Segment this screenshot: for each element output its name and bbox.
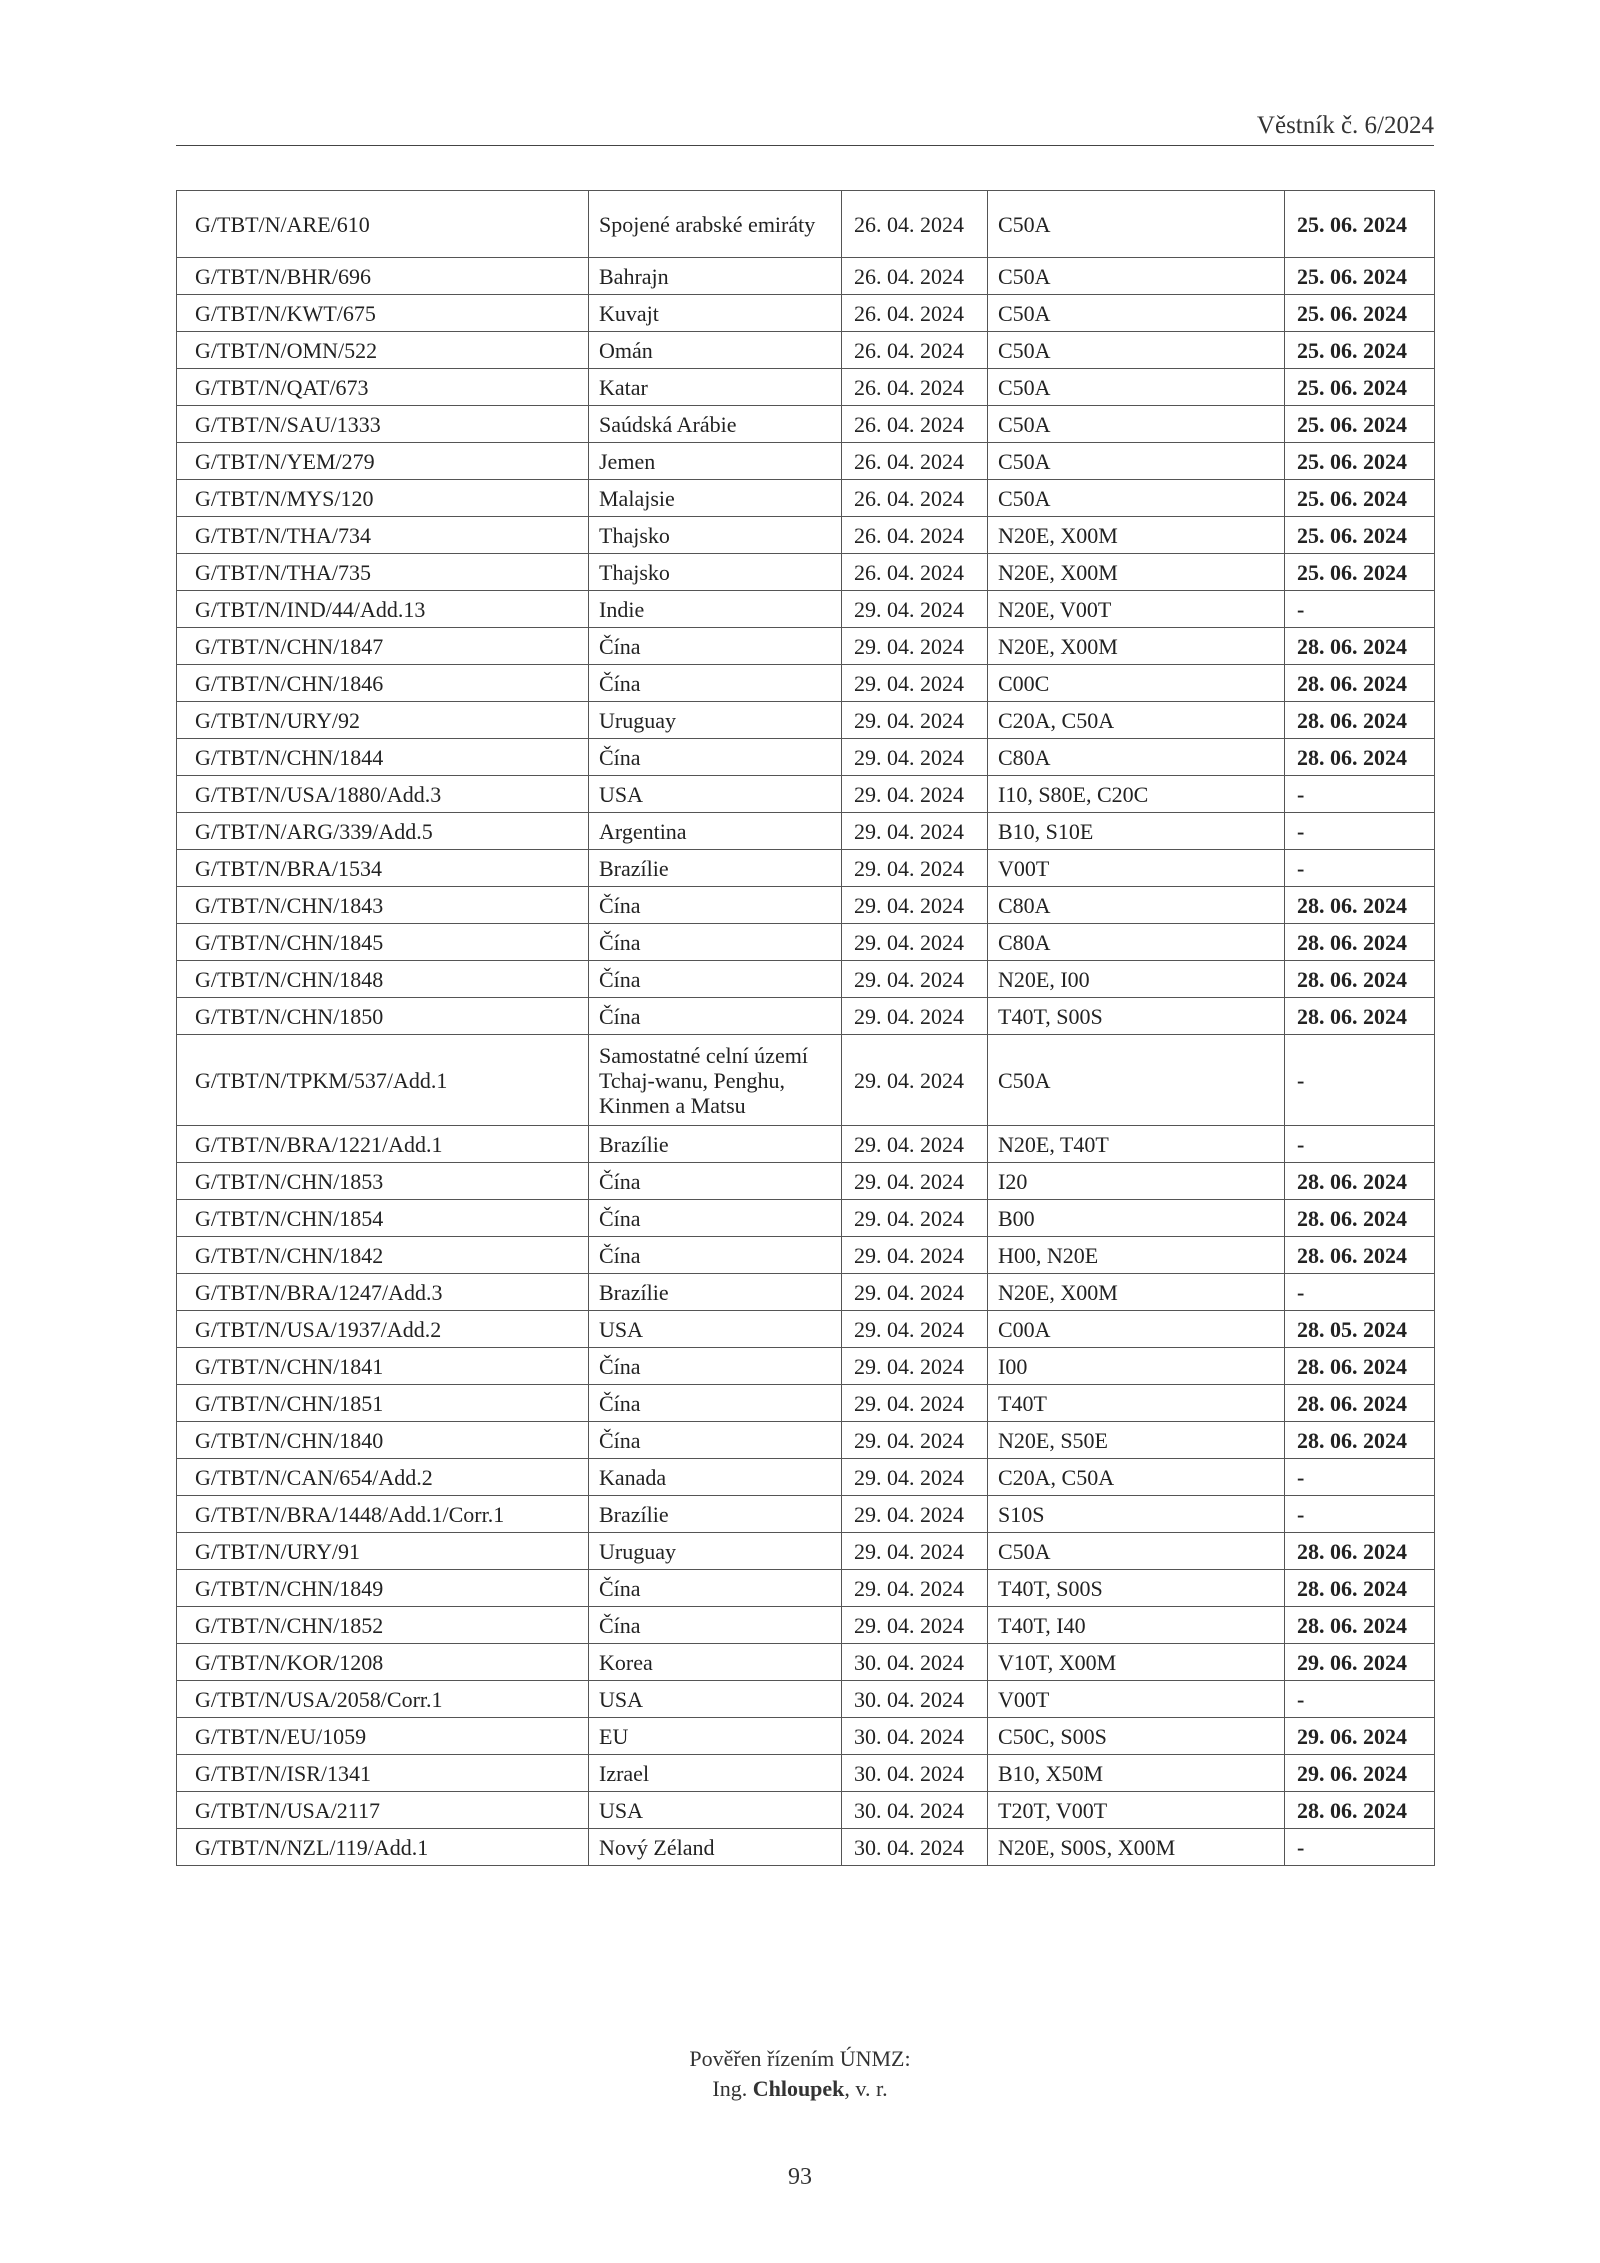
deadline-cell: 28. 06. 2024	[1285, 924, 1435, 961]
notification-code-cell: G/TBT/N/ARG/339/Add.5	[177, 813, 589, 850]
ics-code-cell: V10T, X00M	[988, 1644, 1285, 1681]
deadline-cell: -	[1285, 591, 1435, 628]
deadline-cell: 28. 06. 2024	[1285, 961, 1435, 998]
signature-suffix: , v. r.	[844, 2076, 888, 2101]
notification-code-cell: G/TBT/N/CAN/654/Add.2	[177, 1459, 589, 1496]
country-cell: Bahrajn	[589, 258, 842, 295]
notification-code-cell: G/TBT/N/URY/91	[177, 1533, 589, 1570]
date-cell: 26. 04. 2024	[842, 295, 988, 332]
date-cell: 29. 04. 2024	[842, 850, 988, 887]
table-row	[177, 1681, 1435, 1718]
deadline-cell: -	[1285, 1035, 1435, 1126]
header-divider	[176, 145, 1434, 146]
country-cell: Jemen	[589, 443, 842, 480]
notification-code-cell: G/TBT/N/ARE/610	[177, 191, 589, 258]
ics-code-cell: N20E, I00	[988, 961, 1285, 998]
country-cell: USA	[589, 1792, 842, 1829]
deadline-cell: 28. 06. 2024	[1285, 1348, 1435, 1385]
deadline-cell: -	[1285, 1459, 1435, 1496]
notification-code-cell: G/TBT/N/USA/2058/Corr.1	[177, 1681, 589, 1718]
signature-prefix: Ing.	[712, 2076, 748, 2101]
notification-code-cell: G/TBT/N/BRA/1221/Add.1	[177, 1126, 589, 1163]
date-cell: 26. 04. 2024	[842, 517, 988, 554]
date-cell: 29. 04. 2024	[842, 665, 988, 702]
table-row	[177, 665, 1435, 702]
country-cell: Uruguay	[589, 1533, 842, 1570]
table-row	[177, 1718, 1435, 1755]
table-row	[177, 191, 1435, 258]
notification-code-cell: G/TBT/N/USA/1937/Add.2	[177, 1311, 589, 1348]
table-row	[177, 1385, 1435, 1422]
deadline-cell: 29. 06. 2024	[1285, 1755, 1435, 1792]
ics-code-cell: T40T, S00S	[988, 998, 1285, 1035]
notification-code-cell: G/TBT/N/CHN/1849	[177, 1570, 589, 1607]
country-cell: Thajsko	[589, 517, 842, 554]
deadline-cell: 28. 06. 2024	[1285, 1200, 1435, 1237]
table-row	[177, 480, 1435, 517]
deadline-cell: 25. 06. 2024	[1285, 295, 1435, 332]
ics-code-cell: S10S	[988, 1496, 1285, 1533]
date-cell: 26. 04. 2024	[842, 406, 988, 443]
deadline-cell: 29. 06. 2024	[1285, 1644, 1435, 1681]
country-cell: Čína	[589, 1348, 842, 1385]
ics-code-cell: B10, S10E	[988, 813, 1285, 850]
deadline-cell: 25. 06. 2024	[1285, 554, 1435, 591]
date-cell: 26. 04. 2024	[842, 443, 988, 480]
table-row	[177, 1422, 1435, 1459]
deadline-cell: 28. 06. 2024	[1285, 1533, 1435, 1570]
deadline-cell: 28. 06. 2024	[1285, 702, 1435, 739]
ics-code-cell: N20E, X00M	[988, 1274, 1285, 1311]
table-row	[177, 961, 1435, 998]
deadline-cell: -	[1285, 813, 1435, 850]
table-row	[177, 1237, 1435, 1274]
ics-code-cell: N20E, X00M	[988, 628, 1285, 665]
deadline-cell: 25. 06. 2024	[1285, 369, 1435, 406]
deadline-cell: 28. 06. 2024	[1285, 1570, 1435, 1607]
date-cell: 29. 04. 2024	[842, 1607, 988, 1644]
ics-code-cell: T40T, I40	[988, 1607, 1285, 1644]
table-row	[177, 1792, 1435, 1829]
country-cell: Kanada	[589, 1459, 842, 1496]
country-cell: Čína	[589, 998, 842, 1035]
ics-code-cell: C50A	[988, 295, 1285, 332]
date-cell: 29. 04. 2024	[842, 776, 988, 813]
deadline-cell: 28. 06. 2024	[1285, 1237, 1435, 1274]
notification-code-cell: G/TBT/N/SAU/1333	[177, 406, 589, 443]
table-row	[177, 258, 1435, 295]
table-row	[177, 924, 1435, 961]
date-cell: 30. 04. 2024	[842, 1644, 988, 1681]
table-row	[177, 1829, 1435, 1866]
table-row	[177, 1644, 1435, 1681]
date-cell: 29. 04. 2024	[842, 1348, 988, 1385]
deadline-cell: 28. 06. 2024	[1285, 1385, 1435, 1422]
country-cell: Čína	[589, 887, 842, 924]
ics-code-cell: C50A	[988, 1533, 1285, 1570]
date-cell: 29. 04. 2024	[842, 591, 988, 628]
table-row	[177, 295, 1435, 332]
notification-code-cell: G/TBT/N/MYS/120	[177, 480, 589, 517]
ics-code-cell: C50C, S00S	[988, 1718, 1285, 1755]
ics-code-cell: N20E, X00M	[988, 517, 1285, 554]
notification-code-cell: G/TBT/N/YEM/279	[177, 443, 589, 480]
date-cell: 29. 04. 2024	[842, 1496, 988, 1533]
country-cell: Nový Zéland	[589, 1829, 842, 1866]
table-row	[177, 1035, 1435, 1126]
notification-code-cell: G/TBT/N/CHN/1842	[177, 1237, 589, 1274]
date-cell: 26. 04. 2024	[842, 191, 988, 258]
table-row	[177, 702, 1435, 739]
country-cell: Thajsko	[589, 554, 842, 591]
date-cell: 29. 04. 2024	[842, 1311, 988, 1348]
country-cell: Omán	[589, 332, 842, 369]
table-row	[177, 1274, 1435, 1311]
country-cell: Čína	[589, 1422, 842, 1459]
table-row	[177, 1163, 1435, 1200]
date-cell: 30. 04. 2024	[842, 1792, 988, 1829]
country-cell: Spojené arabské emiráty	[589, 191, 842, 258]
country-cell: Izrael	[589, 1755, 842, 1792]
signature-block	[0, 2044, 1600, 2104]
country-cell: Brazílie	[589, 1496, 842, 1533]
date-cell: 29. 04. 2024	[842, 1126, 988, 1163]
country-cell: Čína	[589, 961, 842, 998]
signature-role: Pověřen řízením ÚNMZ:	[689, 2046, 911, 2071]
notifications-table-body	[177, 191, 1435, 1866]
ics-code-cell: T40T	[988, 1385, 1285, 1422]
notification-code-cell: G/TBT/N/CHN/1847	[177, 628, 589, 665]
notification-code-cell: G/TBT/N/CHN/1844	[177, 739, 589, 776]
date-cell: 29. 04. 2024	[842, 1163, 988, 1200]
ics-code-cell: C20A, C50A	[988, 702, 1285, 739]
page-number: 93	[788, 2164, 812, 2190]
deadline-cell: 28. 06. 2024	[1285, 739, 1435, 776]
table-row	[177, 1496, 1435, 1533]
ics-code-cell: C80A	[988, 739, 1285, 776]
ics-code-cell: C80A	[988, 887, 1285, 924]
table-row	[177, 1311, 1435, 1348]
date-cell: 30. 04. 2024	[842, 1755, 988, 1792]
country-cell: Uruguay	[589, 702, 842, 739]
deadline-cell: 28. 06. 2024	[1285, 628, 1435, 665]
notification-code-cell: G/TBT/N/CHN/1850	[177, 998, 589, 1035]
table-row	[177, 776, 1435, 813]
notification-code-cell: G/TBT/N/TPKM/537/Add.1	[177, 1035, 589, 1126]
date-cell: 29. 04. 2024	[842, 1237, 988, 1274]
notification-code-cell: G/TBT/N/BRA/1448/Add.1/Corr.1	[177, 1496, 589, 1533]
ics-code-cell: C50A	[988, 406, 1285, 443]
country-cell: USA	[589, 776, 842, 813]
date-cell: 29. 04. 2024	[842, 924, 988, 961]
notification-code-cell: G/TBT/N/OMN/522	[177, 332, 589, 369]
deadline-cell: 25. 06. 2024	[1285, 191, 1435, 258]
notification-code-cell: G/TBT/N/QAT/673	[177, 369, 589, 406]
notification-code-cell: G/TBT/N/CHN/1840	[177, 1422, 589, 1459]
table-row	[177, 1126, 1435, 1163]
deadline-cell: 25. 06. 2024	[1285, 406, 1435, 443]
notification-code-cell: G/TBT/N/CHN/1851	[177, 1385, 589, 1422]
date-cell: 29. 04. 2024	[842, 1035, 988, 1126]
deadline-cell: 28. 06. 2024	[1285, 1792, 1435, 1829]
ics-code-cell: C50A	[988, 443, 1285, 480]
ics-code-cell: V00T	[988, 1681, 1285, 1718]
ics-code-cell: H00, N20E	[988, 1237, 1285, 1274]
notification-code-cell: G/TBT/N/CHN/1853	[177, 1163, 589, 1200]
deadline-cell: 28. 06. 2024	[1285, 1422, 1435, 1459]
table-row	[177, 1607, 1435, 1644]
signature-name: Chloupek	[752, 2076, 845, 2101]
notification-code-cell: G/TBT/N/ISR/1341	[177, 1755, 589, 1792]
deadline-cell: -	[1285, 776, 1435, 813]
table-row	[177, 813, 1435, 850]
ics-code-cell: C00C	[988, 665, 1285, 702]
notification-code-cell: G/TBT/N/CHN/1846	[177, 665, 589, 702]
date-cell: 29. 04. 2024	[842, 1200, 988, 1237]
country-cell: Čína	[589, 1200, 842, 1237]
country-cell: Čína	[589, 665, 842, 702]
table-row	[177, 628, 1435, 665]
date-cell: 29. 04. 2024	[842, 702, 988, 739]
ics-code-cell: T40T, S00S	[988, 1570, 1285, 1607]
notification-code-cell: G/TBT/N/USA/2117	[177, 1792, 589, 1829]
notification-code-cell: G/TBT/N/USA/1880/Add.3	[177, 776, 589, 813]
country-cell: USA	[589, 1681, 842, 1718]
notification-code-cell: G/TBT/N/CHN/1843	[177, 887, 589, 924]
date-cell: 29. 04. 2024	[842, 1385, 988, 1422]
date-cell: 26. 04. 2024	[842, 258, 988, 295]
ics-code-cell: C50A	[988, 369, 1285, 406]
ics-code-cell: C20A, C50A	[988, 1459, 1285, 1496]
deadline-cell: 28. 06. 2024	[1285, 998, 1435, 1035]
notification-code-cell: G/TBT/N/IND/44/Add.13	[177, 591, 589, 628]
date-cell: 30. 04. 2024	[842, 1718, 988, 1755]
table-row	[177, 1570, 1435, 1607]
country-cell: Čína	[589, 1385, 842, 1422]
table-row	[177, 1348, 1435, 1385]
ics-code-cell: N20E, V00T	[988, 591, 1285, 628]
notification-code-cell: G/TBT/N/BRA/1534	[177, 850, 589, 887]
table-row	[177, 739, 1435, 776]
country-cell: Čína	[589, 739, 842, 776]
ics-code-cell: I10, S80E, C20C	[988, 776, 1285, 813]
deadline-cell: 25. 06. 2024	[1285, 517, 1435, 554]
table-row	[177, 443, 1435, 480]
country-cell: EU	[589, 1718, 842, 1755]
date-cell: 26. 04. 2024	[842, 480, 988, 517]
table-row	[177, 1459, 1435, 1496]
ics-code-cell: C50A	[988, 332, 1285, 369]
country-cell: Saúdská Arábie	[589, 406, 842, 443]
notification-code-cell: G/TBT/N/CHN/1845	[177, 924, 589, 961]
ics-code-cell: N20E, X00M	[988, 554, 1285, 591]
notification-code-cell: G/TBT/N/BHR/696	[177, 258, 589, 295]
ics-code-cell: C00A	[988, 1311, 1285, 1348]
ics-code-cell: N20E, T40T	[988, 1126, 1285, 1163]
deadline-cell: -	[1285, 1496, 1435, 1533]
deadline-cell: 28. 06. 2024	[1285, 1607, 1435, 1644]
date-cell: 29. 04. 2024	[842, 1274, 988, 1311]
country-cell: Kuvajt	[589, 295, 842, 332]
table-row	[177, 887, 1435, 924]
ics-code-cell: V00T	[988, 850, 1285, 887]
date-cell: 26. 04. 2024	[842, 554, 988, 591]
ics-code-cell: I20	[988, 1163, 1285, 1200]
notification-code-cell: G/TBT/N/THA/734	[177, 517, 589, 554]
table-row	[177, 1533, 1435, 1570]
country-cell: Brazílie	[589, 850, 842, 887]
table-row	[177, 1200, 1435, 1237]
deadline-cell: -	[1285, 1829, 1435, 1866]
notification-code-cell: G/TBT/N/CHN/1841	[177, 1348, 589, 1385]
deadline-cell: 28. 05. 2024	[1285, 1311, 1435, 1348]
date-cell: 29. 04. 2024	[842, 998, 988, 1035]
date-cell: 29. 04. 2024	[842, 1422, 988, 1459]
table-row	[177, 1755, 1435, 1792]
ics-code-cell: N20E, S50E	[988, 1422, 1285, 1459]
date-cell: 29. 04. 2024	[842, 813, 988, 850]
ics-code-cell: C50A	[988, 480, 1285, 517]
ics-code-cell: B10, X50M	[988, 1755, 1285, 1792]
country-cell: Samostatné celní území Tchaj-wanu, Penghu, Kinmen a Matsu	[589, 1035, 842, 1126]
date-cell: 26. 04. 2024	[842, 369, 988, 406]
notification-code-cell: G/TBT/N/KOR/1208	[177, 1644, 589, 1681]
table-row	[177, 332, 1435, 369]
deadline-cell: 25. 06. 2024	[1285, 480, 1435, 517]
country-cell: Čína	[589, 924, 842, 961]
table-row	[177, 554, 1435, 591]
date-cell: 29. 04. 2024	[842, 1459, 988, 1496]
notification-code-cell: G/TBT/N/CHN/1848	[177, 961, 589, 998]
deadline-cell: 29. 06. 2024	[1285, 1718, 1435, 1755]
ics-code-cell: N20E, S00S, X00M	[988, 1829, 1285, 1866]
country-cell: Brazílie	[589, 1274, 842, 1311]
country-cell: Argentina	[589, 813, 842, 850]
deadline-cell: -	[1285, 1126, 1435, 1163]
date-cell: 29. 04. 2024	[842, 961, 988, 998]
date-cell: 29. 04. 2024	[842, 887, 988, 924]
date-cell: 29. 04. 2024	[842, 739, 988, 776]
country-cell: Malajsie	[589, 480, 842, 517]
country-cell: Indie	[589, 591, 842, 628]
deadline-cell: 25. 06. 2024	[1285, 332, 1435, 369]
country-cell: Čína	[589, 1570, 842, 1607]
notification-code-cell: G/TBT/N/KWT/675	[177, 295, 589, 332]
date-cell: 29. 04. 2024	[842, 1570, 988, 1607]
country-cell: Čína	[589, 1237, 842, 1274]
table-row	[177, 517, 1435, 554]
country-cell: Korea	[589, 1644, 842, 1681]
deadline-cell: 28. 06. 2024	[1285, 1163, 1435, 1200]
bulletin-title: Věstník č. 6/2024	[1256, 112, 1434, 139]
signature-name-line	[0, 2074, 1600, 2104]
deadline-cell: 28. 06. 2024	[1285, 665, 1435, 702]
notification-code-cell: G/TBT/N/NZL/119/Add.1	[177, 1829, 589, 1866]
date-cell: 30. 04. 2024	[842, 1681, 988, 1718]
table-row	[177, 998, 1435, 1035]
notification-code-cell: G/TBT/N/CHN/1852	[177, 1607, 589, 1644]
ics-code-cell: C50A	[988, 191, 1285, 258]
deadline-cell: -	[1285, 1274, 1435, 1311]
date-cell: 26. 04. 2024	[842, 332, 988, 369]
table-row	[177, 591, 1435, 628]
ics-code-cell: B00	[988, 1200, 1285, 1237]
country-cell: USA	[589, 1311, 842, 1348]
notification-code-cell: G/TBT/N/THA/735	[177, 554, 589, 591]
country-cell: Brazílie	[589, 1126, 842, 1163]
ics-code-cell: C50A	[988, 258, 1285, 295]
ics-code-cell: C80A	[988, 924, 1285, 961]
table-row	[177, 850, 1435, 887]
ics-code-cell: T20T, V00T	[988, 1792, 1285, 1829]
country-cell: Katar	[589, 369, 842, 406]
date-cell: 29. 04. 2024	[842, 1533, 988, 1570]
table-row	[177, 406, 1435, 443]
country-cell: Čína	[589, 628, 842, 665]
deadline-cell: 25. 06. 2024	[1285, 258, 1435, 295]
deadline-cell: -	[1285, 850, 1435, 887]
date-cell: 30. 04. 2024	[842, 1829, 988, 1866]
notification-code-cell: G/TBT/N/URY/92	[177, 702, 589, 739]
deadline-cell: 25. 06. 2024	[1285, 443, 1435, 480]
country-cell: Čína	[589, 1163, 842, 1200]
deadline-cell: -	[1285, 1681, 1435, 1718]
notification-code-cell: G/TBT/N/BRA/1247/Add.3	[177, 1274, 589, 1311]
ics-code-cell: C50A	[988, 1035, 1285, 1126]
country-cell: Čína	[589, 1607, 842, 1644]
deadline-cell: 28. 06. 2024	[1285, 887, 1435, 924]
table-row	[177, 369, 1435, 406]
ics-code-cell: I00	[988, 1348, 1285, 1385]
notifications-table	[176, 190, 1435, 1866]
notification-code-cell: G/TBT/N/CHN/1854	[177, 1200, 589, 1237]
date-cell: 29. 04. 2024	[842, 628, 988, 665]
notification-code-cell: G/TBT/N/EU/1059	[177, 1718, 589, 1755]
